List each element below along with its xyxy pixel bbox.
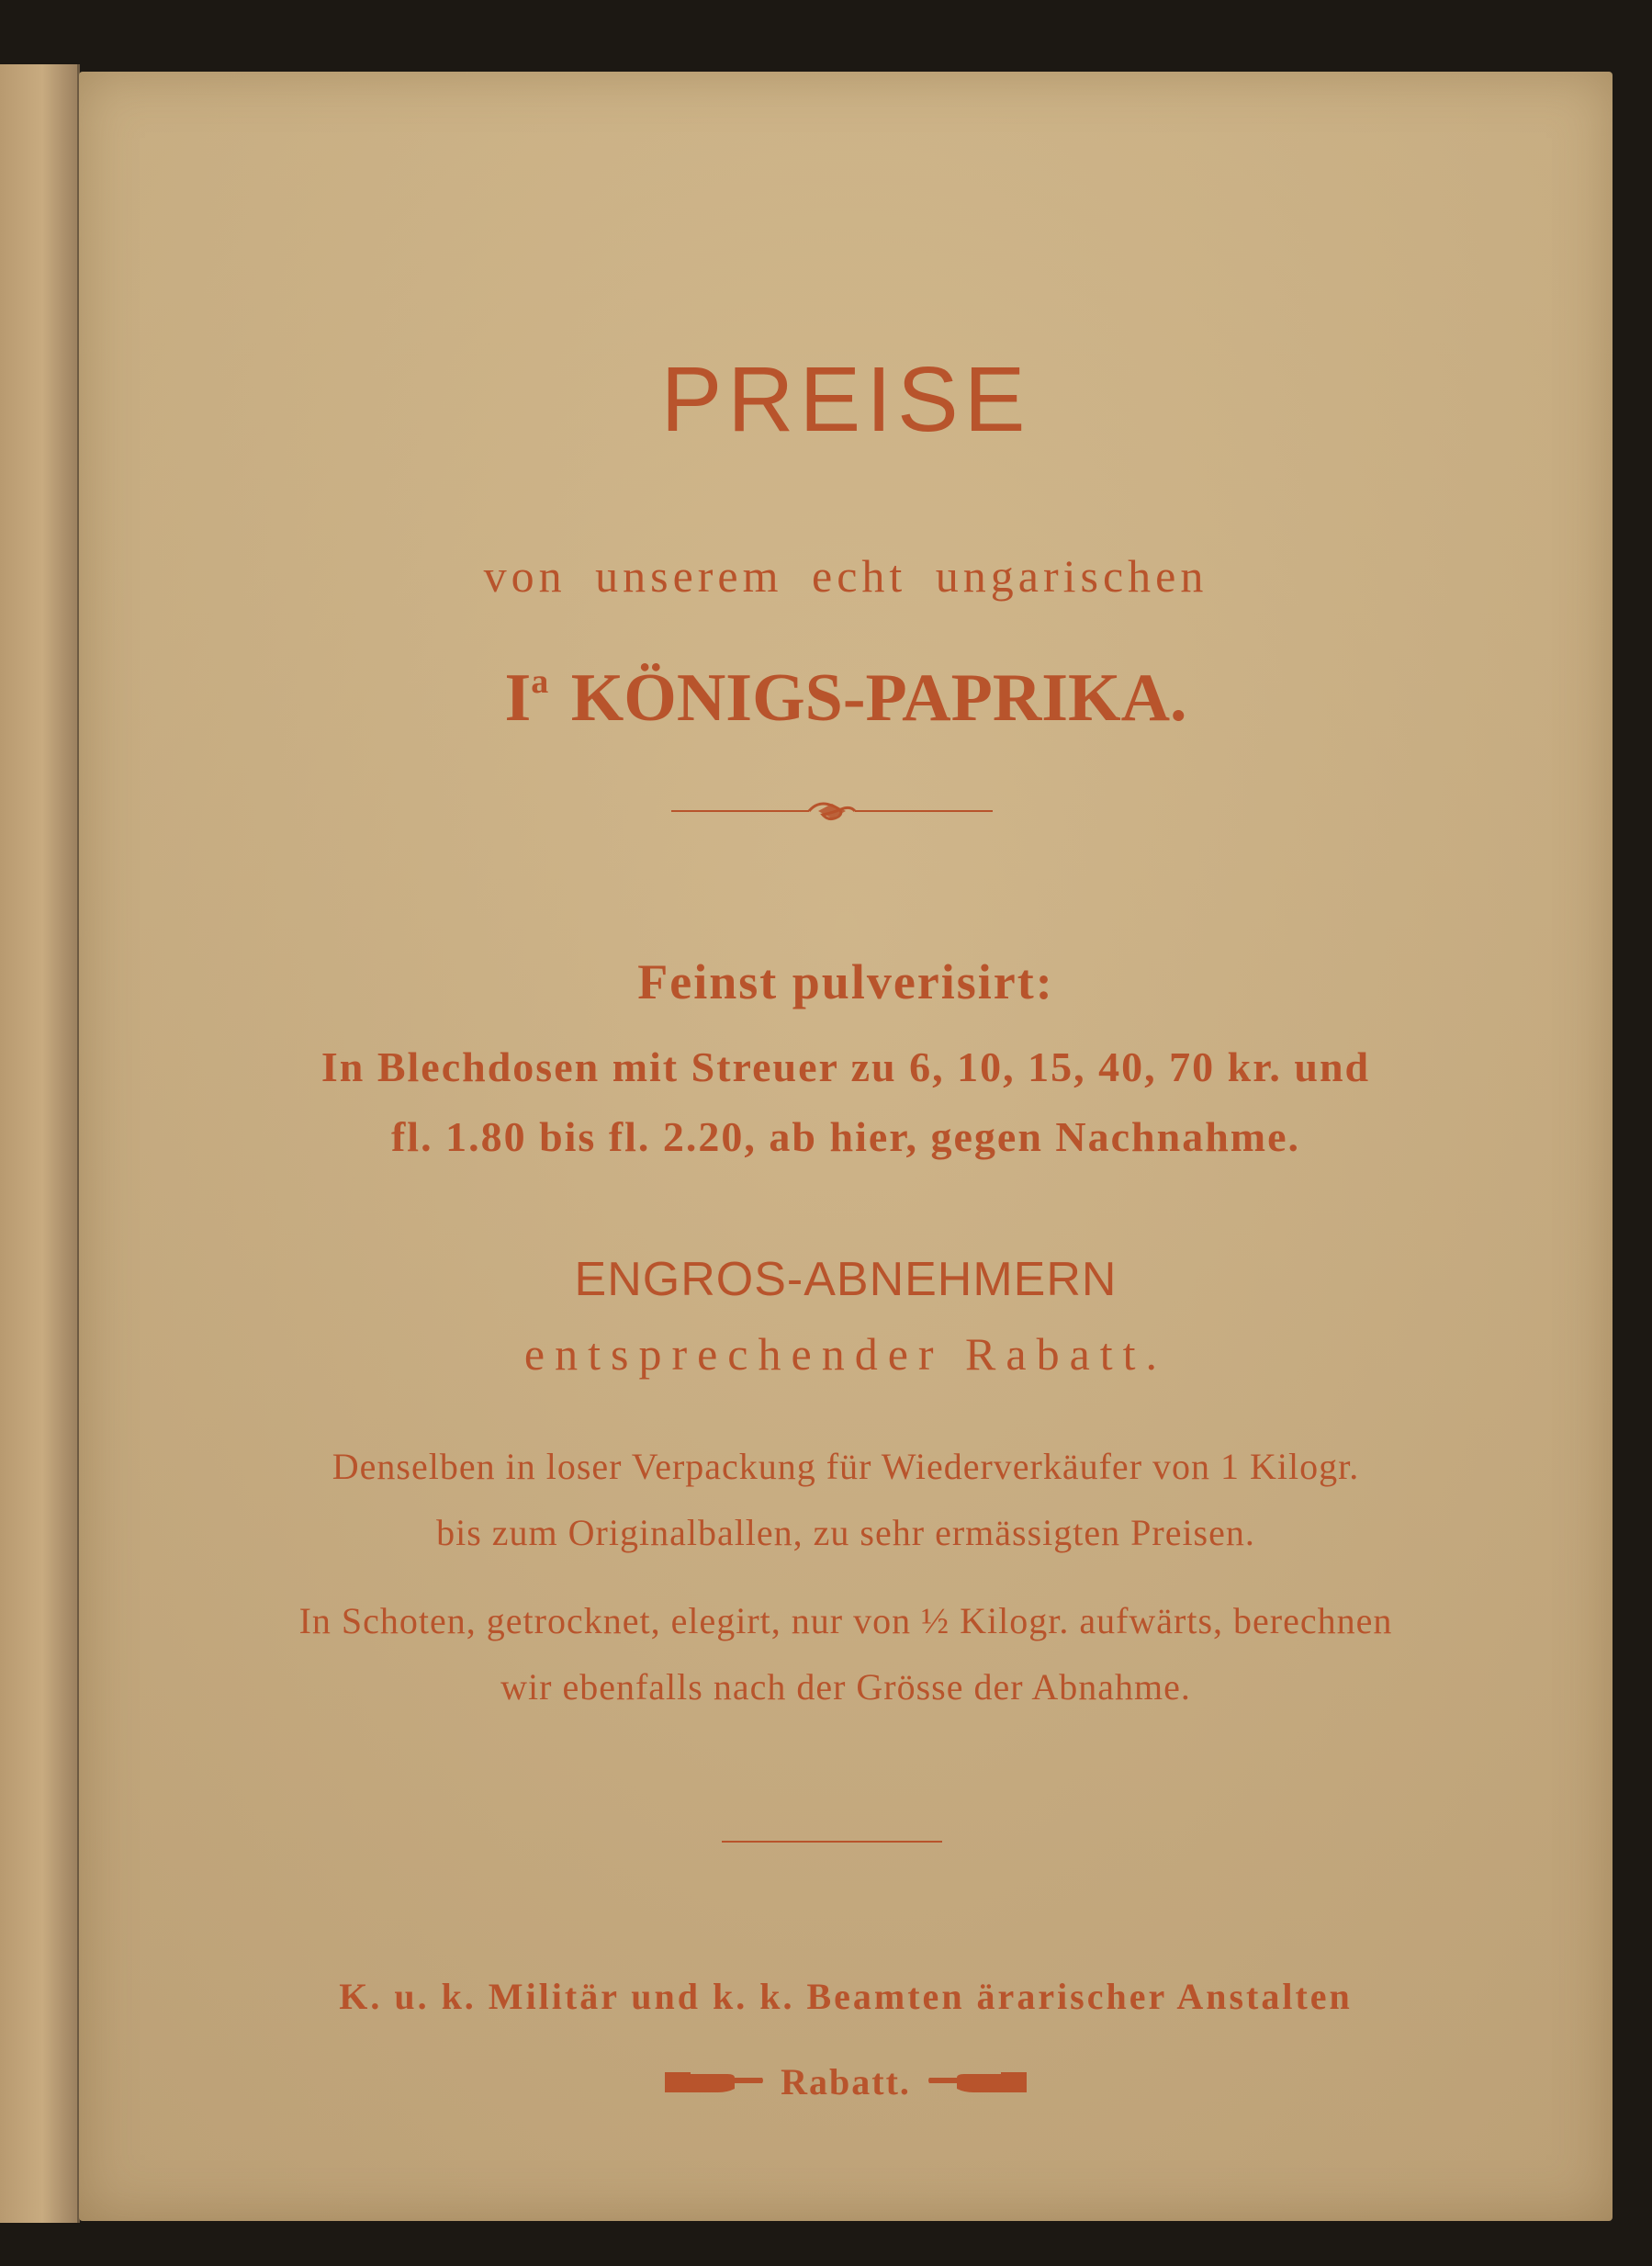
pointing-hand-right-icon	[663, 2065, 764, 2098]
engros-heading: ENGROS-ABNEHMERN	[574, 1253, 1118, 1306]
military-rabatt-label: Rabatt.	[781, 2060, 911, 2103]
divider-ornament-icon	[671, 793, 993, 829]
military-discount-line: K. u. k. Militär und k. k. Beamten ärarischer Anstalten	[339, 1976, 1353, 2017]
pods-line-1: In Schoten, getrocknet, elegirt, nur von ½ Kilogr. aufwärts, berechnen	[298, 1600, 1393, 1641]
brand-prefix-superscript: a	[531, 662, 549, 702]
tin-price-line-1: In Blechdosen mit Streuer zu 6, 10, 15, 40, 70 kr. und	[320, 1043, 1371, 1090]
price-page	[79, 72, 1613, 2221]
bulk-line-1: Denselben in loser Verpackung für Wiederverkäufer von 1 Kilogr.	[332, 1446, 1360, 1487]
booklet-spine	[0, 64, 80, 2223]
pods-line-2: wir ebenfalls nach der Grösse der Abnahme.	[500, 1666, 1191, 1708]
brand-heading	[79, 660, 1613, 738]
brand-prefix: I	[504, 660, 532, 736]
tin-price-line-2: fl. 1.80 bis fl. 2.20, ab hier, gegen Nachnahme.	[390, 1113, 1301, 1160]
brand-name: KÖNIGS-PAPRIKA.	[570, 660, 1187, 736]
section-heading: Feinst pulverisirt:	[637, 954, 1054, 1009]
divider-rule	[722, 1841, 942, 1843]
engros-discount-line: entsprechender Rabatt.	[523, 1328, 1168, 1380]
military-rabatt-row	[79, 2054, 1613, 2109]
page-subtitle: von unserem echt ungarischen	[483, 550, 1208, 602]
pointing-hand-left-icon	[927, 2065, 1028, 2098]
page-title: PREISE	[660, 348, 1031, 451]
bulk-line-2: bis zum Originalballen, zu sehr ermässigten Preisen.	[436, 1512, 1255, 1553]
